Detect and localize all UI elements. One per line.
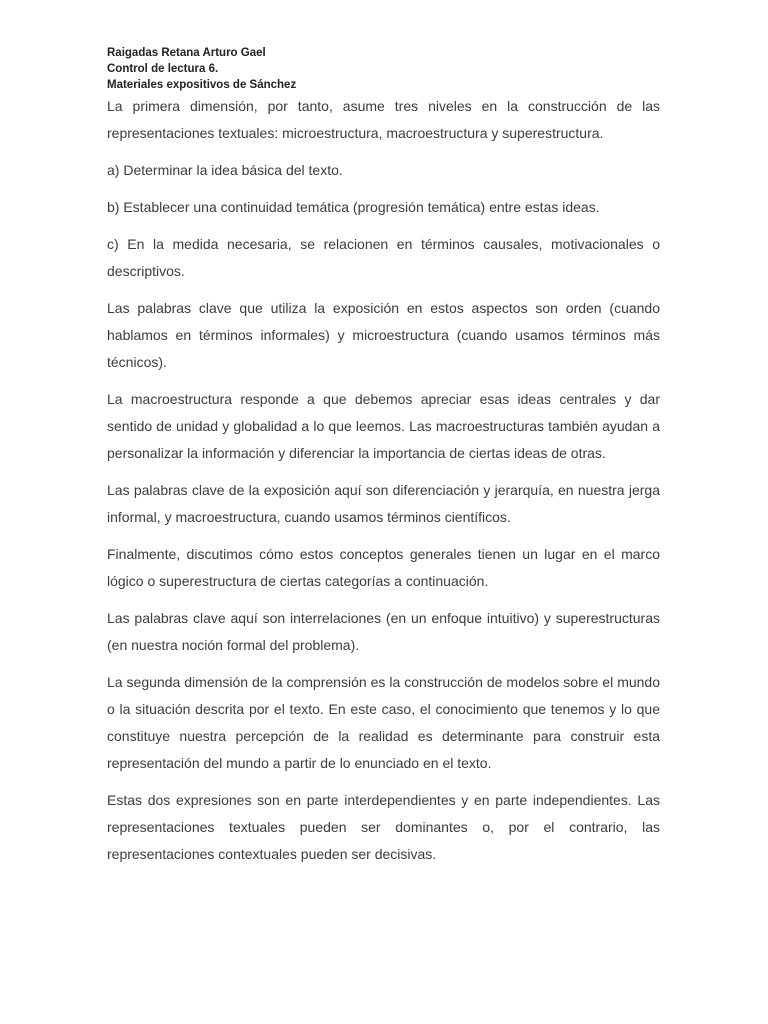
document-body <box>107 93 660 878</box>
paragraph-10: La segunda dimensión de la comprensión es la construcción de modelos sobre el mundo o la situación descrita por el texto. En este caso, el conocimiento que tenemos y lo que constituye nuestra percepción de la realidad es determinante para construir esta representación del mundo a partir de lo enunciado en el texto. <box>107 674 660 771</box>
paragraph-5: Las palabras clave que utiliza la exposición en estos aspectos son orden (cuando hablamos en términos informales) y microestructura (cuando usamos términos más técnicos). <box>107 300 660 370</box>
paragraph-3: b) Establecer una continuidad temática (progresión temática) entre estas ideas. <box>107 199 600 215</box>
paragraph-11: Estas dos expresiones son en parte interdependientes y en parte independientes. Las representaciones textuales pueden ser dominantes o, por el contrario, las representaciones contextuales pueden ser decisivas. <box>107 792 660 862</box>
author-name: Raigadas Retana Arturo Gael <box>107 47 266 59</box>
paragraph-8: Finalmente, discutimos cómo estos conceptos generales tienen un lugar en el marco lógico o superestructura de ciertas categorías a continuación. <box>107 546 660 589</box>
paragraph-4: c) En la medida necesaria, se relacionen en términos causales, motivacionales o descriptivos. <box>107 236 660 279</box>
paragraph-2: a) Determinar la idea básica del texto. <box>107 162 343 178</box>
paragraph-6: La macroestructura responde a que debemos apreciar esas ideas centrales y dar sentido de unidad y globalidad a lo que leemos. Las macroestructuras también ayudan a personalizar la información y diferenciar la importancia de ciertas ideas de otras. <box>107 391 660 461</box>
assignment-subject: Materiales expositivos de Sánchez <box>107 79 297 91</box>
paragraph-9: Las palabras clave aquí son interrelaciones (en un enfoque intuitivo) y superestructuras (en nuestra noción formal del problema). <box>107 610 660 653</box>
paragraph-7: Las palabras clave de la exposición aquí son diferenciación y jerarquía, en nuestra jerga informal, y macroestructura, cuando usamos términos científicos. <box>107 482 660 525</box>
assignment-title: Control de lectura 6. <box>107 63 219 75</box>
paragraph-1: La primera dimensión, por tanto, asume tres niveles en la construcción de las representaciones textuales: microestructura, macroestructura y superestructura. <box>107 98 660 141</box>
document-header <box>107 45 667 93</box>
